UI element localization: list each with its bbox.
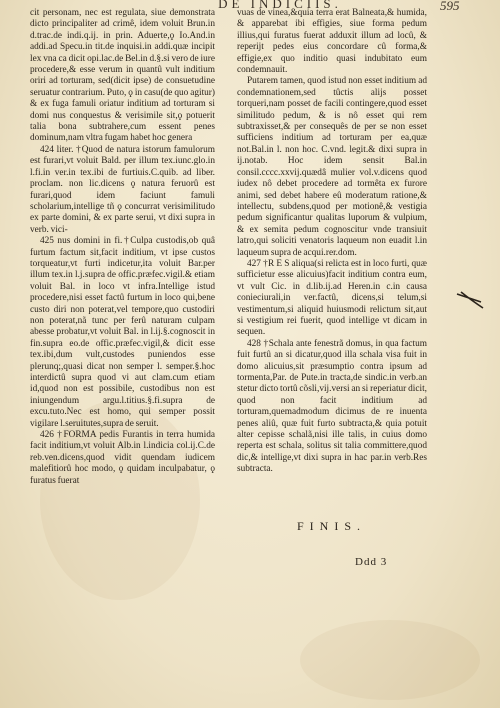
paragraph: 427 †R E S aliqua(si relicta est in loco furti, quæ sufficietur esse alicuius)facit inditium contra eum, vt vult Cic. in d.lib.ij.ad Heren.in c.in causa conieciurali,in ver.factû, dicens,si telum,si vestimentum,si aliquid huiusmodi relictum sit,aut si vestigium rei fuerit, quod intellige vt dicam in sequen. [237, 258, 427, 338]
paragraph: 424 liter. †Quod de natura istorum famulorum est furari,vt voluit Bald. per illum tex.iunc.glo.in l.fi.in ver.in tex.ibi de furtiuis.C.quib. ad liber. proclam. non lic.dicens ϙ natura feruorû est furari,quod idem faciunt famuli scholarium,intellige tñ ϙ concurrat verisimilitudo ex parte domini, & ex parte serui, vt dixi supra in verb. vici- [30, 144, 215, 235]
right-text-column [237, 8, 427, 476]
finis-colophon: FINIS. [297, 519, 367, 533]
left-text-column [30, 8, 215, 487]
signature-mark: Ddd 3 [355, 556, 388, 568]
paragraph: vuas de vinea,&quia terra erat Balneata,& humida, & apparebat ibi effigies, siue forma pedum illius,qui furatus fuerat adduxit illum ad locû, & reperijt pedes eius concordare cû forma,& effigie,ex quo inditio quasi indubitato eum condemnauit. [237, 8, 427, 76]
margin-ink-mark [455, 290, 485, 310]
paragraph: 425 nus domini in fi.†Culpa custodis,ob quâ furtum factum sit,facit inditium, vt ipse custos torqueatur,vt furti indicetur,ita voluit Bar.per illum tex.in l.j.supra de offic.præfec.vigil.& etiam voluit Bal. in loco vt infra.Intellige istud procedere,nisi esset factû furtum in loco qui,bene custo diri non poterat,vel tempore,quo custodiri non poterat,nã tunc per ferû naturam culpam abesse probatur,vt voluit Bal. in l.ij.§.cognoscit in fin.supra eo.de offic.præfec.vigil,& dicit esse tex.ibi,dum vult,custodes puniendos esse plerunq;,quasi dicat non semper l. semper.§.hoc interdictû supra quod vi aut clam.cum etiam id,quod non est possibile, custodibus non est iniungendum argu.l.titius.§.fi.supra de excu.tuto.Nec est homo, qui semper possit vigilare l.seruitutes,supra de seruit. [30, 236, 215, 429]
running-head: DE INDICIIS. [218, 0, 342, 11]
paragraph: cit personam, nec est regulata, siue demonstrata dicto principaliter ad crimê, idem voluit Brun.in d.trac.de indi.q.ij. in prin. Aduerte,ϙ Io.And.in addi.ad Specu.in tit.de inquisi.in addi.quæ incipit lex vna ca dicit opi.lac.de Bel.in d.§.si vero de iure procedere,& esse verum in quantû vult inditium oriri ad torturam, sed(dicit ipse) de consuetudine seruatur contrarium. Puto, ϙ in casu(de quo agitur) & ex fuga famuli oriatur inditium ad torturam si domi nus conquestus & verisimile sit,ϙ potuerit talia bona subtrahere,cum essent penes dominum,nam vltra fugam habet hoc genera [30, 8, 215, 144]
folio-number: 595 [440, 0, 460, 13]
paper-stain [300, 620, 480, 700]
paragraph: Putarem tamen, quod istud non esset inditium ad condemnationem,sed tûctis alijs posset torqueri,nam posset de facili contingere,quod esset similitudo pedum, & is nô esset qui rem subtraxisset,& per consequês de per se non esset sufficiens inditium ad torturam per ea,quæ not.Bal.in l. non hoc. C.vnd. legit.& dixi supra in ij.notab. Hoc idem sensit Bal.in consil.cccc.xxvij.quædâ mulier vol.v.dicens quod iudex nô debet procedere ad tormêta ex furore animi, sed debet habere eû moderatum ratione,& intellectu, subdens,quod per motionê,& vestigia pedum significantur qualitas luporum & vulpium, & ex semita pedum cognoscitur vnde transiuit latro,qui soliciti venatoris laqueum non euadit l.in laqueum supra de acqui.rer.dom. [237, 76, 427, 258]
paragraph: 428 †Schala ante fenestrã domus, in qua factum fuit furtû an si dicatur,quod illa schala visa fuit in domo alicuius,sit præsumptio contra ipsum ad tormenta,Par. de Pute.in tracta,de sindic.in verb.an stetur dicto tortû cõsli,vij.versi an si reperiatur dicit, quod non facit inditium ad torturam,quemadmodum dicimus de re inuenta penes aliû, quæ fuit furto subtracta,& quia potuit alter cepisse schalã,nisi ille talis, in cuius domo reperta est schala, solitus sit talia committere,quod dic,& intellige,vt dixi supra in hac par.in verb.Res subtracta. [237, 338, 427, 475]
paragraph: 426 †FORMA pedis Furantis in terra humida facit inditium,vt voluit Alb.in l.indicia col.ij.C.de reb.ven.dicens,quod vidit quendam iudicem malefitiorû hoc modo, ϙ quidam inculpabatur, ϙ furatus fuerat [30, 430, 215, 486]
